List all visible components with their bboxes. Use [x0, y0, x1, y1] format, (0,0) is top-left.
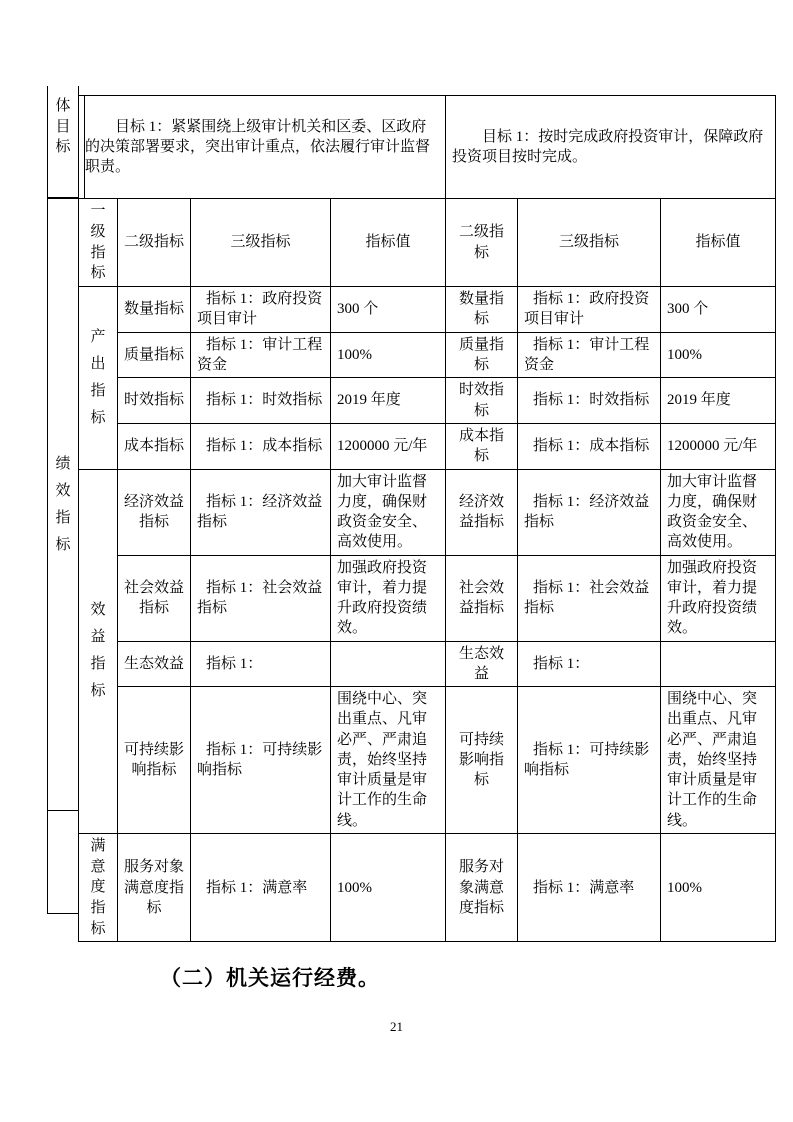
value-cell	[331, 641, 446, 687]
level2-cell: 质量指标	[118, 332, 191, 378]
level1-cell-benefit	[79, 469, 118, 834]
level3-cell: 指标 1：社会效益指标	[191, 555, 331, 641]
value-cell: 1200000 元/年	[661, 424, 776, 470]
header-level3-right: 三级指标	[518, 199, 661, 287]
level3-cell: 指标 1：社会效益指标	[518, 555, 661, 641]
level3-cell: 指标 1：满意率	[191, 834, 331, 942]
value-cell: 300 个	[661, 287, 776, 333]
axis-label-overall-goal: 体目标	[55, 98, 71, 156]
header-level1-label: 一级指标	[90, 203, 106, 282]
level3-cell: 指标 1：	[518, 641, 661, 687]
level3-cell: 指标 1：成本指标	[191, 424, 331, 470]
value-cell: 围绕中心、突出重点、凡审必严、严肃追责，始终坚持审计质量是审计工作的生命线。	[331, 687, 446, 834]
page-number: 21	[390, 1019, 403, 1034]
table-row	[79, 687, 776, 834]
level3-cell: 指标 1：审计工程资金	[518, 332, 661, 378]
value-cell: 2019 年度	[661, 378, 776, 424]
level2-cell: 数量指标	[446, 287, 518, 333]
axis-cell-performance-indicators	[47, 198, 79, 811]
level2-cell: 可持续影响指标	[446, 687, 518, 834]
level3-cell: 指标 1：成本指标	[518, 424, 661, 470]
level2-cell: 时效指标	[446, 378, 518, 424]
level2-cell: 服务对象满意度指标	[446, 834, 518, 942]
value-cell: 100%	[661, 332, 776, 378]
value-cell: 100%	[331, 332, 446, 378]
level1-cell-satisfaction	[79, 834, 118, 942]
value-cell: 加强政府投资审计，着力提升政府投资绩效。	[661, 555, 776, 641]
value-cell	[661, 641, 776, 687]
table-header-row	[79, 199, 776, 287]
header-level2-left: 二级指标	[118, 199, 191, 287]
performance-indicator-table	[78, 95, 776, 942]
level3-cell: 指标 1：可持续影响指标	[518, 687, 661, 834]
level3-cell: 指标 1：时效指标	[518, 378, 661, 424]
level2-cell: 质量指标	[446, 332, 518, 378]
value-cell: 加大审计监督力度，确保财政资金安全、高效使用。	[661, 469, 776, 555]
header-level2-right: 二级指标	[446, 199, 518, 287]
table-row	[79, 641, 776, 687]
table-row	[79, 555, 776, 641]
table-row	[79, 287, 776, 333]
level3-cell: 指标 1：满意率	[518, 834, 661, 942]
level2-cell: 经济效益指标	[446, 469, 518, 555]
header-value-right: 指标值	[661, 199, 776, 287]
level2-cell: 社会效益指标	[446, 555, 518, 641]
table-row	[79, 834, 776, 942]
level3-cell: 指标 1：政府投资项目审计	[518, 287, 661, 333]
level3-cell: 指标 1：审计工程资金	[191, 332, 331, 378]
level2-cell: 时效指标	[118, 378, 191, 424]
axis-label-performance-indicators: 绩效指标	[55, 455, 71, 553]
level3-cell: 指标 1：	[191, 641, 331, 687]
level2-cell: 服务对象满意度指标	[118, 834, 191, 942]
value-cell: 加大审计监督力度，确保财政资金安全、高效使用。	[331, 469, 446, 555]
level3-cell: 指标 1：时效指标	[191, 378, 331, 424]
table-row	[79, 469, 776, 555]
section-heading: （二）机关运行经费。	[160, 966, 380, 990]
goal-cell-right: 目标 1：按时完成政府投资审计，保障政府投资项目按时完成。	[446, 96, 776, 199]
value-cell: 围绕中心、突出重点、凡审必严、严肃追责，始终坚持审计质量是审计工作的生命线。	[661, 687, 776, 834]
level2-cell: 社会效益指标	[118, 555, 191, 641]
header-value-left: 指标值	[331, 199, 446, 287]
level3-cell: 指标 1：经济效益指标	[518, 469, 661, 555]
header-level3-left: 三级指标	[191, 199, 331, 287]
level2-cell: 生态效益	[118, 641, 191, 687]
level1-cell-output	[79, 287, 118, 470]
axis-cell-empty	[47, 810, 79, 914]
value-cell: 1200000 元/年	[331, 424, 446, 470]
level1-label-satisfaction: 满意度指标	[90, 838, 106, 937]
header-level1	[79, 199, 118, 287]
table-row	[79, 424, 776, 470]
level2-cell: 可持续影响指标	[118, 687, 191, 834]
goal-cell-left: 目标 1：紧紧围绕上级审计机关和区委、区政府的决策部署要求，突出审计重点，依法履行审计监督职责。	[79, 96, 446, 199]
level2-cell: 经济效益指标	[118, 469, 191, 555]
level1-label-output: 产出指标	[90, 328, 106, 426]
table-row	[79, 378, 776, 424]
value-cell: 100%	[331, 834, 446, 942]
level3-cell: 指标 1：政府投资项目审计	[191, 287, 331, 333]
value-cell: 2019 年度	[331, 378, 446, 424]
level3-cell: 指标 1：经济效益指标	[191, 469, 331, 555]
level1-label-benefit: 效益指标	[90, 602, 106, 700]
level3-cell: 指标 1：可持续影响指标	[191, 687, 331, 834]
value-cell: 100%	[661, 834, 776, 942]
axis-cell-overall-goal	[47, 86, 79, 198]
table-row	[79, 96, 776, 199]
level2-cell: 成本指标	[446, 424, 518, 470]
level2-cell: 数量指标	[118, 287, 191, 333]
value-cell: 加强政府投资审计，着力提升政府投资绩效。	[331, 555, 446, 641]
level2-cell: 生态效益	[446, 641, 518, 687]
table-row	[79, 332, 776, 378]
value-cell: 300 个	[331, 287, 446, 333]
level2-cell: 成本指标	[118, 424, 191, 470]
